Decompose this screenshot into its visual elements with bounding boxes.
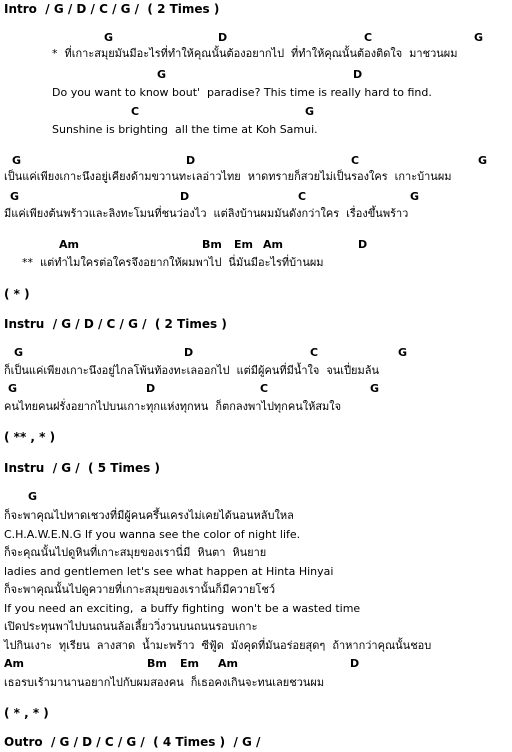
chord: D — [218, 31, 228, 44]
chord: D — [186, 154, 196, 167]
chord: D — [358, 238, 368, 251]
lyric-line: If you need an exciting, a buffy fighting won't be a wasted time — [4, 602, 361, 615]
chord: D — [146, 382, 156, 395]
chord: D — [353, 68, 363, 81]
chord: Am — [59, 238, 79, 251]
chord: C — [364, 31, 373, 44]
chord: G — [398, 346, 408, 359]
chord: G — [14, 346, 24, 359]
chord: C — [351, 154, 360, 167]
chord: Em — [180, 657, 199, 670]
lyric-line: เป็นแค่เพียงเกาะนึงอยู่เคียงด้ามขวานทะเลอ่าวไทย หาดทรายก็สวยไม่เป็นรองใคร เกาะบ้านผม — [4, 170, 452, 183]
lyric-line: มีแค่เพียงต้นพร้าวและลิงทะโมนที่ชนว่องไว แต่ลิงบ้านผมมันดังกว่าใคร เรื่องขึ้นพร้าว — [4, 207, 409, 220]
outro-line: Outro / G / D / C / G / ( 4 Times ) / G / — [4, 735, 261, 749]
lyric-line: ladies and gentlemen let's see what happen at Hinta Hinyai — [4, 565, 334, 578]
lyric-line: ก็จะพาคุณนั้นไปดูควายที่เกาะสมุยของเรานั้นก็มีควายโชว์ — [4, 583, 276, 596]
lyric-line: ก็จะพาคุณไปหาดเชวงที่มีผู้คนครึ้นเครงไม่เคยได้นอนหลับใหล — [4, 509, 294, 522]
chord: D — [184, 346, 194, 359]
chord: G — [10, 190, 20, 203]
chord: G — [157, 68, 167, 81]
instru-line: Instru / G / D / C / G / ( 2 Times ) — [4, 317, 227, 331]
lyric-line: ** แต่ทำไมใครต่อใครจึงอยากให้ผมพาไป นี่มันมีอะไรที่บ้านผม — [22, 256, 324, 269]
chord: Am — [4, 657, 24, 670]
chord: D — [350, 657, 360, 670]
intro-line: Intro / G / D / C / G / ( 2 Times ) — [4, 2, 220, 16]
lyric-line: เปิดประทุนพาไปบนถนนล้อเลี้ยววิ่งวนบนถนนรอบเกาะ — [4, 620, 258, 633]
lyric-line: C.H.A.W.E.N.G If you wanna see the color of night life. — [4, 528, 301, 541]
chord: G — [8, 382, 18, 395]
chord: G — [305, 105, 315, 118]
chord: G — [104, 31, 114, 44]
chord: G — [370, 382, 380, 395]
chord: G — [28, 490, 38, 503]
chord: C — [260, 382, 269, 395]
chord: C — [298, 190, 307, 203]
chord: G — [478, 154, 488, 167]
lyric-line: * ที่เกาะสมุยมันมีอะไรที่ทำให้คุณนั้นต้องอยากไป ที่ทำให้คุณนั้นต้องติดใจ มาชวนผม — [52, 47, 458, 60]
lyric-line: ไปกินเงาะ ทุเรียน ลางสาด น้ำมะพร้าว ซีฟู้ด มังคุดที่มันอร่อยสุดๆ ถ้าหากว่าคุณนั้นชอบ — [4, 639, 432, 652]
chord: G — [474, 31, 484, 44]
chord: Em — [234, 238, 253, 251]
chord: G — [410, 190, 420, 203]
chord: G — [12, 154, 22, 167]
instru-line: Instru / G / ( 5 Times ) — [4, 461, 160, 475]
lyric-line: Sunshine is brighting all the time at Koh Samui. — [52, 123, 318, 136]
repeat-mark: ( ** , * ) — [4, 430, 56, 444]
repeat-mark: ( * , * ) — [4, 706, 49, 720]
lyric-line: ก็จะคุณนั้นไปดูหินที่เกาะสมุยของเรานี่มี หินตา หินยาย — [4, 546, 267, 559]
repeat-mark: ( * ) — [4, 287, 30, 301]
chord: Bm — [147, 657, 167, 670]
chord: Am — [263, 238, 283, 251]
chord: Am — [218, 657, 238, 670]
lyric-line: Do you want to know bout' paradise? This time is really hard to find. — [52, 86, 432, 99]
lyric-line: เธอรบเร้ามานานอยากไปกับผมสองคน ก็เธอคงเกินจะทนเลยชวนผม — [4, 676, 325, 689]
chord: C — [131, 105, 140, 118]
chord: D — [180, 190, 190, 203]
chord: Bm — [202, 238, 222, 251]
lyric-line: คนไทยคนฝรั่งอยากไปบนเกาะทุกแห่งทุกหน ก็ตกลงพาไปทุกคนให้สมใจ — [4, 400, 342, 413]
lyric-line: ก็เป็นแค่เพียงเกาะนึงอยู่ไกลโพ้นท้องทะเลออกไป แต่มีผู้คนที่มีน้ำใจ จนเปี่ยมล้น — [4, 364, 380, 377]
chord: C — [310, 346, 319, 359]
